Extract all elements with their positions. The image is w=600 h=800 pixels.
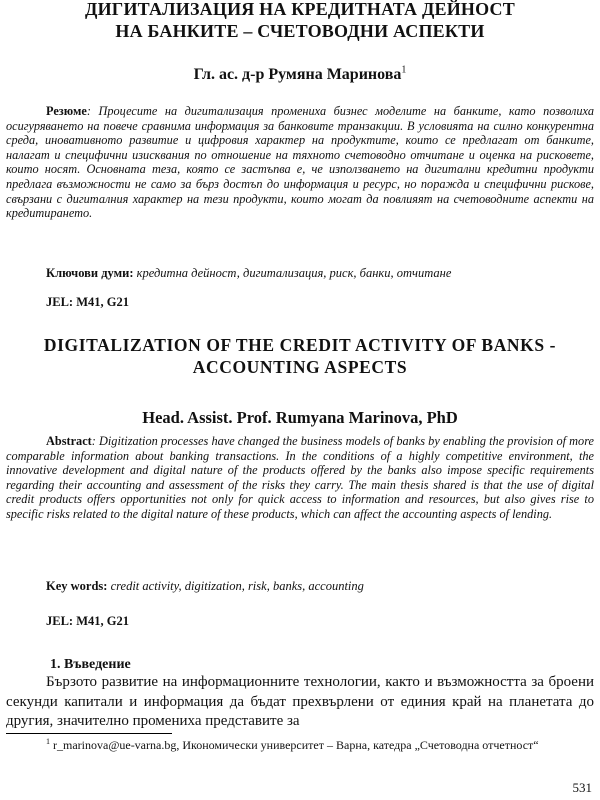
footnote-marker: 1 xyxy=(401,64,407,76)
keywords-bulgarian xyxy=(46,265,594,281)
section-heading-introduction: 1. Въведение xyxy=(50,657,131,672)
title-bulgarian xyxy=(18,0,582,42)
author-bulgarian xyxy=(0,66,600,84)
introduction-text: Бързото развитие на информационните технологии, както и възможността за броени секунди капитали и информация да бъдат прехвърлени от единия край на планетата до другия, значително промениха представите за xyxy=(6,674,594,729)
footnote-text: r_marinova@ue-varna.bg, Икономически университет – Варна, катедра „Счетоводна отчетност“ xyxy=(50,738,539,752)
abstract-bulgarian xyxy=(6,104,594,221)
jel-codes-bulgarian: JEL: M41, G21 xyxy=(46,295,129,309)
abstract-bg-text: : Процесите на дигитализация промениха бизнес моделите на банките, като позволиха осигуряването на повече сравнима информация за банковите транзакции. В условията на силно конкурентна среда, иновативното развитие и цифровия характер на продуктите, които се предлагат от банките, налагат и специфични изисквания по отношение на тяхното счетоводно отчитане и оценка на рисковете, които носят. Основната теза, която се застъпва е, че използването на дигитални кредитни продукти предлага възможности не само за бърз достъп до информация и ресурс, но поражда и специфични рискове, свързани с дигиталния характер на тези продукти, които могат да повлияят на счетоводните аспекти на кредитирането. xyxy=(6,104,594,221)
author-english: Head. Assist. Prof. Rumyana Marinova, PhD xyxy=(142,408,458,427)
introduction-paragraph xyxy=(6,673,594,732)
footnote-number: 1 xyxy=(46,737,50,746)
title-bg-line2: НА БАНКИТЕ – СЧЕТОВОДНИ АСПЕКТИ xyxy=(115,21,485,41)
abstract-en-label: Abstract xyxy=(46,434,92,448)
keywords-bg-label: Ключови думи: xyxy=(46,266,134,280)
abstract-en-text: : Digitization processes have changed the business models of banks by enabling the provision of more comparable information about banking transactions. In the conditions of a highly competitive environment, the innovative development and digital nature of the products offered by the banks also impose specific requirements regarding their accounting and assessment of the risks they carry. The main thesis shared is that the use of digital credit products offers opportunities not only for quick access to information and resources, but also gives rise to specific risks related to the digital nature of these products, which can affect the accounting aspects of lending. xyxy=(6,434,594,521)
page-number: 531 xyxy=(572,780,592,795)
keywords-en-value: credit activity, digitization, risk, banks, accounting xyxy=(110,579,364,593)
keywords-en-label: Key words: xyxy=(46,579,108,593)
footnote-divider xyxy=(6,733,172,734)
keywords-english xyxy=(46,578,594,594)
abstract-english xyxy=(6,434,594,522)
title-english xyxy=(6,334,594,378)
abstract-bg-label: Резюме xyxy=(46,104,87,118)
title-en-line2: ACCOUNTING ASPECTS xyxy=(192,357,408,377)
title-bg-line1: ДИГИТАЛИЗАЦИЯ НА КРЕДИТНАТА ДЕЙНОСТ xyxy=(85,0,515,19)
author-bg-name: Гл. ас. д-р Румяна Маринова xyxy=(193,66,402,83)
jel-codes-english: JEL: M41, G21 xyxy=(46,614,129,628)
footnote xyxy=(6,738,594,753)
keywords-bg-value: кредитна дейност, дигитализация, риск, банки, отчитане xyxy=(136,266,452,280)
title-en-line1: DIGITALIZATION OF THE CREDIT ACTIVITY OF BANKS - xyxy=(43,335,557,355)
